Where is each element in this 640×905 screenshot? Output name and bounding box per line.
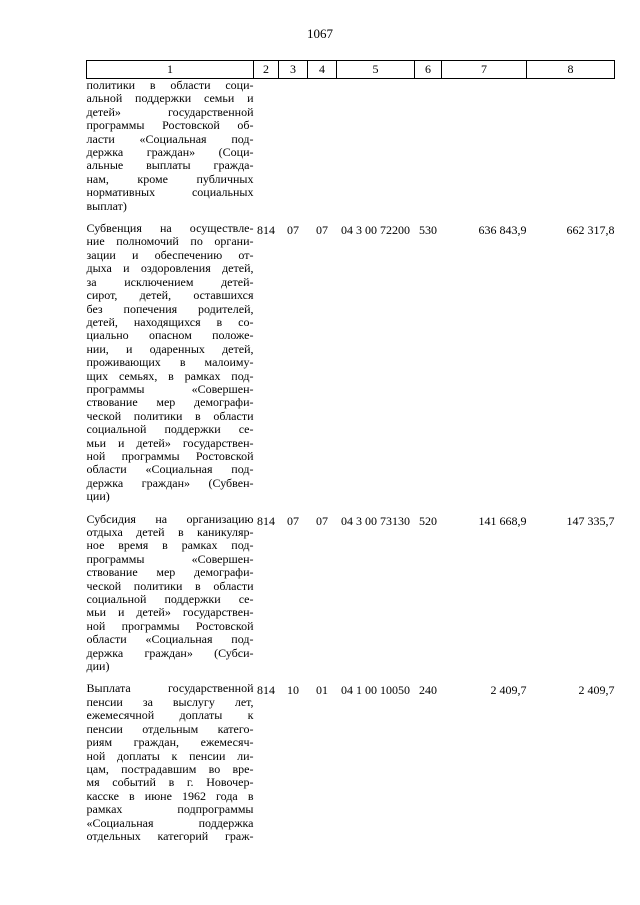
cell-name-line: нам, кроме публичных [86, 171, 254, 186]
cell-name-line: щих семьях, в рамках под- [86, 368, 254, 383]
cell-name-line: дии) [86, 659, 110, 674]
cell-name-line: мьи и детей» государствен- [86, 435, 254, 450]
cell-subsection [308, 79, 337, 214]
cell-subsection: 07 [316, 223, 328, 238]
cell-name-line: нормативных социальных [86, 185, 254, 200]
cell-section: 10 [287, 683, 299, 698]
cell-name-line: циально опасном положе- [86, 328, 254, 343]
cell-amount-year-2: 2 409,7 [578, 683, 615, 698]
header-cell-1: 1 [87, 61, 254, 79]
cell-name-line: рамках подпрограммы [86, 802, 254, 817]
cell-name-line: без попечения родителей, [86, 301, 254, 316]
cell-name-line: держка граждан» (Субси- [86, 645, 254, 660]
cell-name-line: ной программы Ростовской [86, 448, 254, 463]
cell-name-line: ческой политики в области [86, 578, 254, 593]
cell-amount-year-2: 662 317,8 [566, 223, 615, 238]
cell-name-line: мя событий в г. Новочер- [86, 775, 254, 790]
cell-name-line: ной доплаты к пенсии ли- [86, 748, 254, 763]
cell-amount-year-1 [442, 79, 527, 214]
cell-name-line: дыха и оздоровления детей, [86, 261, 254, 276]
cell-name-line: ласти «Социальная под- [86, 131, 254, 146]
header-cell-7: 7 [442, 61, 527, 79]
cell-name-line: отдельных категорий граж- [86, 828, 254, 843]
cell-section [279, 79, 308, 214]
budget-table [86, 60, 615, 843]
table-row [87, 504, 615, 674]
table-row [87, 673, 615, 843]
cell-subsection: 07 [316, 513, 328, 528]
cell-name-line: мьи и детей» государствен- [86, 605, 254, 620]
cell-name-line: ческой политики в области [86, 408, 254, 423]
cell-name-line: отдыха детей в каникуляр- [86, 525, 254, 539]
cell-name [87, 213, 254, 504]
cell-name-line: политики в области соци- [86, 78, 254, 92]
cell-code [254, 79, 279, 214]
cell-name-line: социальной поддержки се- [86, 422, 254, 437]
cell-name-line: держка граждан» (Субвен- [86, 475, 254, 490]
cell-name-line: проживающих в малоиму- [86, 355, 254, 370]
cell-amount-year-2 [527, 79, 615, 214]
cell-name-line: риям граждан, ежемесяч- [86, 735, 254, 750]
cell-name-line: альные выплаты гражда- [86, 158, 254, 173]
cell-amount-year-1: 141 668,9 [478, 513, 527, 528]
cell-expense-type [415, 79, 442, 214]
cell-name-line: пенсии отдельным катего- [86, 721, 254, 736]
cell-name-line: ствование мер демографи- [86, 395, 254, 410]
cell-name-line: ции) [86, 489, 110, 504]
cell-name-line: «Социальная поддержка [86, 815, 254, 830]
cell-amount-year-1: 636 843,9 [478, 223, 527, 238]
cell-name-line: социальной поддержки се- [86, 592, 254, 607]
header-cell-5: 5 [337, 61, 415, 79]
cell-name-line: касске в июне 1962 года в [86, 788, 254, 803]
cell-name-line: программы «Совершен- [86, 381, 254, 396]
table-row [87, 79, 615, 214]
cell-section: 07 [287, 513, 299, 528]
page-number: 1067 [307, 26, 333, 41]
cell-name-line: программы «Совершен- [86, 551, 254, 566]
header-row [87, 61, 615, 79]
cell-code: 814 [257, 683, 275, 698]
cell-name-line: области «Социальная под- [86, 632, 254, 647]
cell-name-line: детей» государственной [86, 104, 254, 119]
cell-name-line: ное время в рамках под- [86, 538, 254, 553]
cell-name-line: Субсидия на организацию [86, 511, 254, 526]
cell-name [87, 79, 254, 214]
cell-subsection: 01 [316, 683, 328, 698]
cell-target-article: 04 3 00 73130 [341, 513, 410, 528]
cell-name-line: сирот, детей, оставшихся [86, 288, 254, 303]
cell-expense-type: 530 [419, 223, 437, 238]
cell-amount-year-2: 147 335,7 [566, 513, 615, 528]
header-cell-8: 8 [527, 61, 615, 79]
cell-name [87, 504, 254, 674]
cell-code: 814 [257, 513, 275, 528]
cell-amount-year-1: 2 409,7 [490, 683, 527, 698]
cell-target-article: 04 3 00 72200 [341, 223, 410, 238]
cell-name-line: Выплата государственной [86, 681, 254, 696]
cell-target-article [337, 79, 415, 214]
cell-name-line: зации и обеспечению от- [86, 247, 254, 262]
table-body [87, 79, 615, 844]
cell-name-line: цам, пострадавшим во вре- [86, 761, 254, 776]
cell-name [87, 673, 254, 843]
cell-name-line: области «Социальная под- [86, 462, 254, 477]
cell-name-line: Субвенция на осуществле- [86, 221, 254, 236]
cell-name-line: альной поддержки семьи и [86, 91, 254, 106]
cell-section: 07 [287, 223, 299, 238]
header-cell-3: 3 [279, 61, 308, 79]
cell-name-line: держка граждан» (Соци- [86, 145, 254, 160]
cell-code: 814 [257, 223, 275, 238]
header-cell-4: 4 [308, 61, 337, 79]
cell-name-line: нии, и одаренных детей, [86, 341, 254, 356]
cell-name-line: выплат) [86, 198, 127, 213]
cell-name-line: программы Ростовской об- [86, 118, 254, 133]
cell-name-line: пенсии за выслугу лет, [86, 694, 254, 709]
header-cell-6: 6 [415, 61, 442, 79]
table-row [87, 213, 615, 504]
cell-name-line: детей, находящихся в со- [86, 314, 254, 329]
cell-name-line: ние полномочий по органи- [86, 234, 254, 249]
cell-name-line: ежемесячной доплаты к [86, 708, 254, 723]
cell-name-line: ной программы Ростовской [86, 618, 254, 633]
cell-name-line: ствование мер демографи- [86, 565, 254, 580]
cell-target-article: 04 1 00 10050 [341, 683, 410, 698]
cell-name-line: за исключением детей- [86, 274, 254, 289]
cell-expense-type: 240 [419, 683, 437, 698]
cell-expense-type: 520 [419, 513, 437, 528]
header-cell-2: 2 [254, 61, 279, 79]
